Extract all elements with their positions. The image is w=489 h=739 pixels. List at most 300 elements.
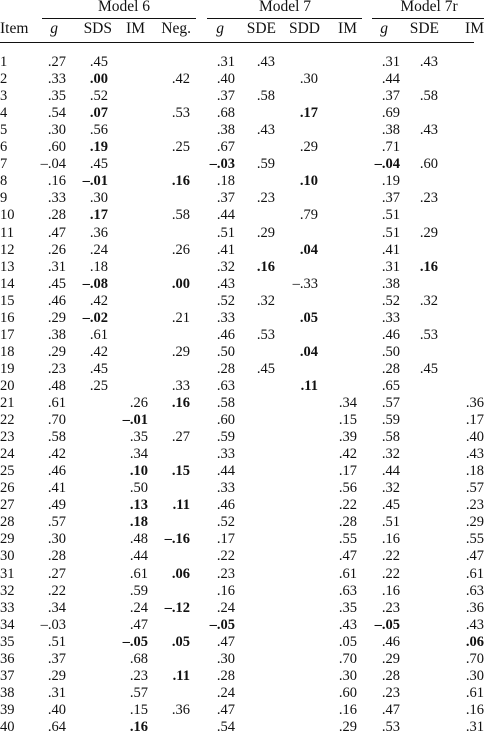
table-cell: .16 xyxy=(216,582,235,599)
table-cell: .34 xyxy=(129,446,148,463)
row-item-number: 34 xyxy=(0,616,15,633)
table-cell: .43 xyxy=(419,122,438,139)
table-cell: .37 xyxy=(216,88,235,105)
table-cell: .54 xyxy=(216,718,235,735)
table-cell: .58 xyxy=(216,395,235,411)
table-cell: .30 xyxy=(465,667,484,684)
row-item-number: 11 xyxy=(0,224,14,241)
table-cell: .51 xyxy=(216,224,235,241)
model-header: Model 6 xyxy=(97,0,151,15)
table-cell: .30 xyxy=(47,122,66,139)
table-cell: .28 xyxy=(381,360,400,377)
table-cell: .33 xyxy=(216,309,235,326)
row-item-number: 35 xyxy=(0,633,15,650)
table-cell: .33 xyxy=(47,71,66,88)
row-item-number: 38 xyxy=(0,684,15,701)
table-cell: .65 xyxy=(381,377,400,394)
table-cell: .04 xyxy=(299,343,318,360)
table-cell: .17 xyxy=(216,531,235,548)
table-cell: .58 xyxy=(171,207,190,224)
row-item-number: 2 xyxy=(0,71,8,88)
table-cell: .44 xyxy=(381,71,400,88)
table-cell: .27 xyxy=(171,429,190,446)
table-cell: .16 xyxy=(171,395,190,411)
table-cell: .21 xyxy=(171,309,190,326)
table-cell: .33 xyxy=(171,377,190,394)
table-cell: .35 xyxy=(129,429,148,446)
table-cell: –.05 xyxy=(122,633,148,650)
table-cell: .23 xyxy=(419,190,438,207)
table-cell: .10 xyxy=(299,173,318,190)
table-cell: .30 xyxy=(89,190,108,207)
table-cell: .16 xyxy=(465,701,484,718)
table-cell: .00 xyxy=(171,275,190,292)
table-cell: .17 xyxy=(89,207,108,224)
table-cell: .35 xyxy=(47,88,66,105)
table-cell: .44 xyxy=(216,463,235,480)
table-cell: .33 xyxy=(381,309,400,326)
column-header: IM xyxy=(338,20,357,37)
table-cell: –.01 xyxy=(122,412,148,429)
table-cell: .17 xyxy=(299,105,318,122)
table-cell: .24 xyxy=(216,684,235,701)
row-item-number: 25 xyxy=(0,463,15,480)
table-cell: .18 xyxy=(216,173,235,190)
table-cell: .23 xyxy=(256,190,275,207)
table-cell: .16 xyxy=(256,258,275,275)
table-cell: .22 xyxy=(216,548,235,565)
table-cell: .41 xyxy=(381,241,400,258)
table-cell: .32 xyxy=(381,446,400,463)
row-item-number: 4 xyxy=(0,105,8,122)
row-item-number: 29 xyxy=(0,531,15,548)
table-cell: .23 xyxy=(47,360,66,377)
table-cell: .36 xyxy=(465,395,484,411)
table-cell: .04 xyxy=(299,241,318,258)
table-cell: .15 xyxy=(171,463,190,480)
row-item-number: 24 xyxy=(0,446,15,463)
table-cell: .43 xyxy=(465,446,484,463)
table-cell: .42 xyxy=(171,71,190,88)
table-cell: .37 xyxy=(381,190,400,207)
table-cell: .42 xyxy=(47,446,66,463)
column-header: g xyxy=(50,20,58,37)
table-cell: .53 xyxy=(256,326,275,343)
table-cell: .17 xyxy=(465,412,484,429)
table-cell: .45 xyxy=(381,497,400,514)
table-cell: .61 xyxy=(338,565,357,582)
table-cell: .29 xyxy=(47,343,66,360)
table-cell: .50 xyxy=(216,343,235,360)
table-cell: .23 xyxy=(381,684,400,701)
table-cell: .38 xyxy=(47,326,66,343)
table-cell: .05 xyxy=(171,633,190,650)
table-cell: .45 xyxy=(89,54,108,70)
row-item-number: 12 xyxy=(0,241,15,258)
table-cell: .51 xyxy=(47,633,66,650)
table-cell: .42 xyxy=(338,446,357,463)
row-item-number: 32 xyxy=(0,582,15,599)
table-cell: .26 xyxy=(129,395,148,411)
table-cell: .23 xyxy=(216,565,235,582)
table-cell: .31 xyxy=(465,718,484,735)
table-cell: .33 xyxy=(216,446,235,463)
table-cell: .26 xyxy=(171,241,190,258)
table-cell: .31 xyxy=(381,258,400,275)
table-cell: .29 xyxy=(338,718,357,735)
row-item-number: 40 xyxy=(0,718,15,735)
table-cell: .40 xyxy=(465,429,484,446)
table-cell: –.16 xyxy=(164,531,190,548)
table-cell: .37 xyxy=(381,88,400,105)
table-cell: .53 xyxy=(381,718,400,735)
row-item-number: 1 xyxy=(0,54,8,70)
table-cell: .16 xyxy=(338,701,357,718)
table-cell: .48 xyxy=(129,531,148,548)
table-cell: .48 xyxy=(47,377,66,394)
table-cell: .60 xyxy=(47,139,66,156)
table-cell: .19 xyxy=(89,139,108,156)
table-cell: .28 xyxy=(47,207,66,224)
row-item-number: 8 xyxy=(0,173,8,190)
table-cell: .38 xyxy=(381,275,400,292)
table-cell: .45 xyxy=(419,360,438,377)
row-item-number: 19 xyxy=(0,360,15,377)
table-cell: .32 xyxy=(256,292,275,309)
table-cell: .23 xyxy=(381,599,400,616)
table-cell: .34 xyxy=(338,395,357,411)
table-cell: .22 xyxy=(381,548,400,565)
table-cell: .16 xyxy=(381,582,400,599)
row-item-number: 5 xyxy=(0,122,8,139)
model-header: Model 7r xyxy=(400,0,458,15)
table-cell: .45 xyxy=(89,360,108,377)
table-cell: .52 xyxy=(216,514,235,531)
table-cell: .43 xyxy=(419,54,438,70)
table-cell: .33 xyxy=(216,480,235,497)
table-cell: .51 xyxy=(381,514,400,531)
table-cell: .24 xyxy=(216,599,235,616)
row-item-number: 23 xyxy=(0,429,15,446)
row-item-number: 10 xyxy=(0,207,15,224)
table-cell: .56 xyxy=(338,480,357,497)
table-cell: .32 xyxy=(381,480,400,497)
row-item-number: 31 xyxy=(0,565,15,582)
table-cell: .61 xyxy=(129,565,148,582)
table-cell: .79 xyxy=(299,207,318,224)
table-cell: .16 xyxy=(171,173,190,190)
column-header: SDD xyxy=(288,20,320,37)
table-cell: .28 xyxy=(381,667,400,684)
table-cell: .60 xyxy=(338,684,357,701)
row-item-number: 16 xyxy=(0,309,15,326)
table-cell: –.08 xyxy=(82,275,108,292)
table-cell: .36 xyxy=(171,701,190,718)
table-cell: .47 xyxy=(381,701,400,718)
table-cell: .51 xyxy=(381,224,400,241)
table-cell: .58 xyxy=(256,88,275,105)
table-cell: .59 xyxy=(381,412,400,429)
model-header: Model 7 xyxy=(258,0,312,15)
table-cell: .60 xyxy=(419,156,438,173)
table-cell: .16 xyxy=(419,258,438,275)
table-cell: .35 xyxy=(338,599,357,616)
table-cell: .30 xyxy=(47,531,66,548)
column-header: IM xyxy=(126,20,145,37)
table-cell: .52 xyxy=(381,292,400,309)
table-cell: .15 xyxy=(129,701,148,718)
table-cell: .18 xyxy=(89,258,108,275)
table-cell: .38 xyxy=(216,122,235,139)
table-cell: .41 xyxy=(47,480,66,497)
table-cell: .46 xyxy=(381,326,400,343)
table-cell: .31 xyxy=(216,54,235,70)
table-cell: .19 xyxy=(381,173,400,190)
table-cell: .17 xyxy=(338,463,357,480)
table-cell: .46 xyxy=(47,292,66,309)
table-cell: .24 xyxy=(129,599,148,616)
table-cell: .28 xyxy=(216,667,235,684)
table-cell: .00 xyxy=(89,71,108,88)
table-cell: .13 xyxy=(129,497,148,514)
row-item-number: 14 xyxy=(0,275,15,292)
table-cell: .52 xyxy=(89,88,108,105)
table-cell: .43 xyxy=(256,54,275,70)
table-cell: .05 xyxy=(299,309,318,326)
table-cell: .05 xyxy=(338,633,357,650)
table-cell: .58 xyxy=(419,88,438,105)
table-cell: .34 xyxy=(47,599,66,616)
table-cell: .47 xyxy=(216,633,235,650)
table-cell: .63 xyxy=(465,582,484,599)
table-cell: .38 xyxy=(381,122,400,139)
table-cell: .43 xyxy=(465,616,484,633)
table-cell: .71 xyxy=(381,139,400,156)
table-cell: .63 xyxy=(216,377,235,394)
table-cell: .46 xyxy=(216,326,235,343)
table-cell: .11 xyxy=(172,667,190,684)
column-header: SDE xyxy=(246,20,276,37)
table-cell: .55 xyxy=(338,531,357,548)
table-cell: .59 xyxy=(256,156,275,173)
table-cell: .31 xyxy=(381,54,400,70)
row-item-number: 3 xyxy=(0,88,8,105)
table-cell: .29 xyxy=(299,139,318,156)
row-item-number: 22 xyxy=(0,412,15,429)
table-cell: .07 xyxy=(89,105,108,122)
table-cell: .49 xyxy=(47,497,66,514)
table-cell: .43 xyxy=(256,122,275,139)
table-cell: .50 xyxy=(381,343,400,360)
table-cell: .06 xyxy=(465,633,484,650)
table-cell: .58 xyxy=(47,429,66,446)
table-cell: .29 xyxy=(381,650,400,667)
table-cell: .40 xyxy=(47,701,66,718)
table-cell: .61 xyxy=(465,565,484,582)
table-cell: .44 xyxy=(216,207,235,224)
column-header: IM xyxy=(465,20,484,37)
row-item-number: 36 xyxy=(0,650,15,667)
table-cell: .39 xyxy=(338,429,357,446)
row-item-number: 21 xyxy=(0,395,15,411)
table-cell: .45 xyxy=(256,360,275,377)
table-cell: .36 xyxy=(89,224,108,241)
item-column-header: Item xyxy=(0,20,29,37)
table-cell: –.01 xyxy=(82,173,108,190)
table-cell: .47 xyxy=(465,548,484,565)
column-header: g xyxy=(380,20,388,37)
table-cell: .28 xyxy=(216,360,235,377)
header-rule xyxy=(0,42,474,43)
table-cell: .46 xyxy=(47,463,66,480)
table-cell: .47 xyxy=(216,701,235,718)
table-cell: .68 xyxy=(129,650,148,667)
row-item-number: 9 xyxy=(0,190,8,207)
table-cell: .70 xyxy=(465,650,484,667)
table-cell: .70 xyxy=(47,412,66,429)
column-header: Neg. xyxy=(161,20,191,37)
table-cell: .43 xyxy=(338,616,357,633)
table-cell: .68 xyxy=(216,105,235,122)
column-header: SDE xyxy=(409,20,439,37)
column-header: SDS xyxy=(83,20,112,37)
table-cell: .27 xyxy=(47,54,66,70)
table-cell: .30 xyxy=(216,650,235,667)
table-cell: .23 xyxy=(465,497,484,514)
row-item-number: 26 xyxy=(0,480,15,497)
table-cell: –.33 xyxy=(292,275,318,292)
table-cell: .41 xyxy=(216,241,235,258)
row-item-number: 20 xyxy=(0,377,15,394)
table-cell: .67 xyxy=(216,139,235,156)
table-cell: .22 xyxy=(381,565,400,582)
table-cell: .31 xyxy=(47,258,66,275)
table-cell: .61 xyxy=(465,684,484,701)
table-cell: .47 xyxy=(338,548,357,565)
table-cell: .57 xyxy=(47,514,66,531)
table-cell: .18 xyxy=(465,463,484,480)
table-cell: .29 xyxy=(171,343,190,360)
row-item-number: 37 xyxy=(0,667,15,684)
table-cell: .61 xyxy=(89,326,108,343)
table-cell: .46 xyxy=(381,633,400,650)
table-cell: .28 xyxy=(47,548,66,565)
table-cell: .30 xyxy=(299,71,318,88)
table-cell: .47 xyxy=(47,224,66,241)
row-item-number: 39 xyxy=(0,701,15,718)
table-cell: .42 xyxy=(89,292,108,309)
table-cell: .33 xyxy=(47,190,66,207)
table-cell: .25 xyxy=(89,377,108,394)
table-cell: .59 xyxy=(129,582,148,599)
table-cell: .56 xyxy=(89,122,108,139)
row-item-number: 27 xyxy=(0,497,15,514)
table-cell: .16 xyxy=(129,718,148,735)
column-header: g xyxy=(216,20,224,37)
table-cell: .44 xyxy=(129,548,148,565)
table-cell: .37 xyxy=(216,190,235,207)
table-cell: .10 xyxy=(129,463,148,480)
table-cell: –.02 xyxy=(82,309,108,326)
table-cell: .15 xyxy=(338,412,357,429)
row-item-number: 15 xyxy=(0,292,15,309)
table-cell: .24 xyxy=(89,241,108,258)
table-cell: –.12 xyxy=(164,599,190,616)
table-cell: .42 xyxy=(89,343,108,360)
row-item-number: 17 xyxy=(0,326,15,343)
table-cell: .27 xyxy=(47,565,66,582)
table-cell: .29 xyxy=(47,309,66,326)
table-cell: .26 xyxy=(47,241,66,258)
table-cell: .45 xyxy=(89,156,108,173)
table-cell: .47 xyxy=(129,616,148,633)
table-cell: .16 xyxy=(381,531,400,548)
table-cell: .61 xyxy=(47,395,66,411)
table-cell: .46 xyxy=(216,497,235,514)
table-cell: .23 xyxy=(129,667,148,684)
table-cell: .55 xyxy=(465,531,484,548)
table-cell: .11 xyxy=(300,377,318,394)
table-cell: .30 xyxy=(338,667,357,684)
table-cell: –.04 xyxy=(374,156,400,173)
table-cell: .51 xyxy=(381,207,400,224)
row-item-number: 30 xyxy=(0,548,15,565)
table-cell: .06 xyxy=(171,565,190,582)
table-cell: .63 xyxy=(338,582,357,599)
table-cell: .37 xyxy=(47,650,66,667)
table-cell: .11 xyxy=(172,497,190,514)
table-cell: –.03 xyxy=(209,156,235,173)
table-cell: .29 xyxy=(47,667,66,684)
table-cell: .16 xyxy=(47,173,66,190)
table-cell: .44 xyxy=(381,463,400,480)
row-item-number: 13 xyxy=(0,258,15,275)
table-cell: .58 xyxy=(381,429,400,446)
table-cell: .31 xyxy=(47,684,66,701)
table-cell: .36 xyxy=(465,599,484,616)
table-cell: .53 xyxy=(419,326,438,343)
table-cell: .59 xyxy=(216,429,235,446)
row-item-number: 7 xyxy=(0,156,8,173)
table-cell: .57 xyxy=(465,480,484,497)
table-cell: .70 xyxy=(338,650,357,667)
table-cell: .64 xyxy=(47,718,66,735)
table-cell: .40 xyxy=(216,71,235,88)
table-cell: .52 xyxy=(216,292,235,309)
table-cell: –.03 xyxy=(40,616,66,633)
table-cell: .25 xyxy=(171,139,190,156)
table-cell: .28 xyxy=(338,514,357,531)
table-cell: .43 xyxy=(216,275,235,292)
row-item-number: 18 xyxy=(0,343,15,360)
table-cell: .32 xyxy=(216,258,235,275)
table-cell: –.04 xyxy=(40,156,66,173)
table-cell: .18 xyxy=(129,514,148,531)
table-cell: .29 xyxy=(256,224,275,241)
table-cell: .57 xyxy=(381,395,400,411)
table-cell: .29 xyxy=(465,514,484,531)
table-cell: .53 xyxy=(171,105,190,122)
table-cell: .50 xyxy=(129,480,148,497)
table-cell: .22 xyxy=(338,497,357,514)
table-cell: .22 xyxy=(47,582,66,599)
row-item-number: 33 xyxy=(0,599,15,616)
row-item-number: 28 xyxy=(0,514,15,531)
table-cell: –.05 xyxy=(209,616,235,633)
table-cell: .57 xyxy=(129,684,148,701)
row-item-number: 6 xyxy=(0,139,8,156)
table-cell: .69 xyxy=(381,105,400,122)
